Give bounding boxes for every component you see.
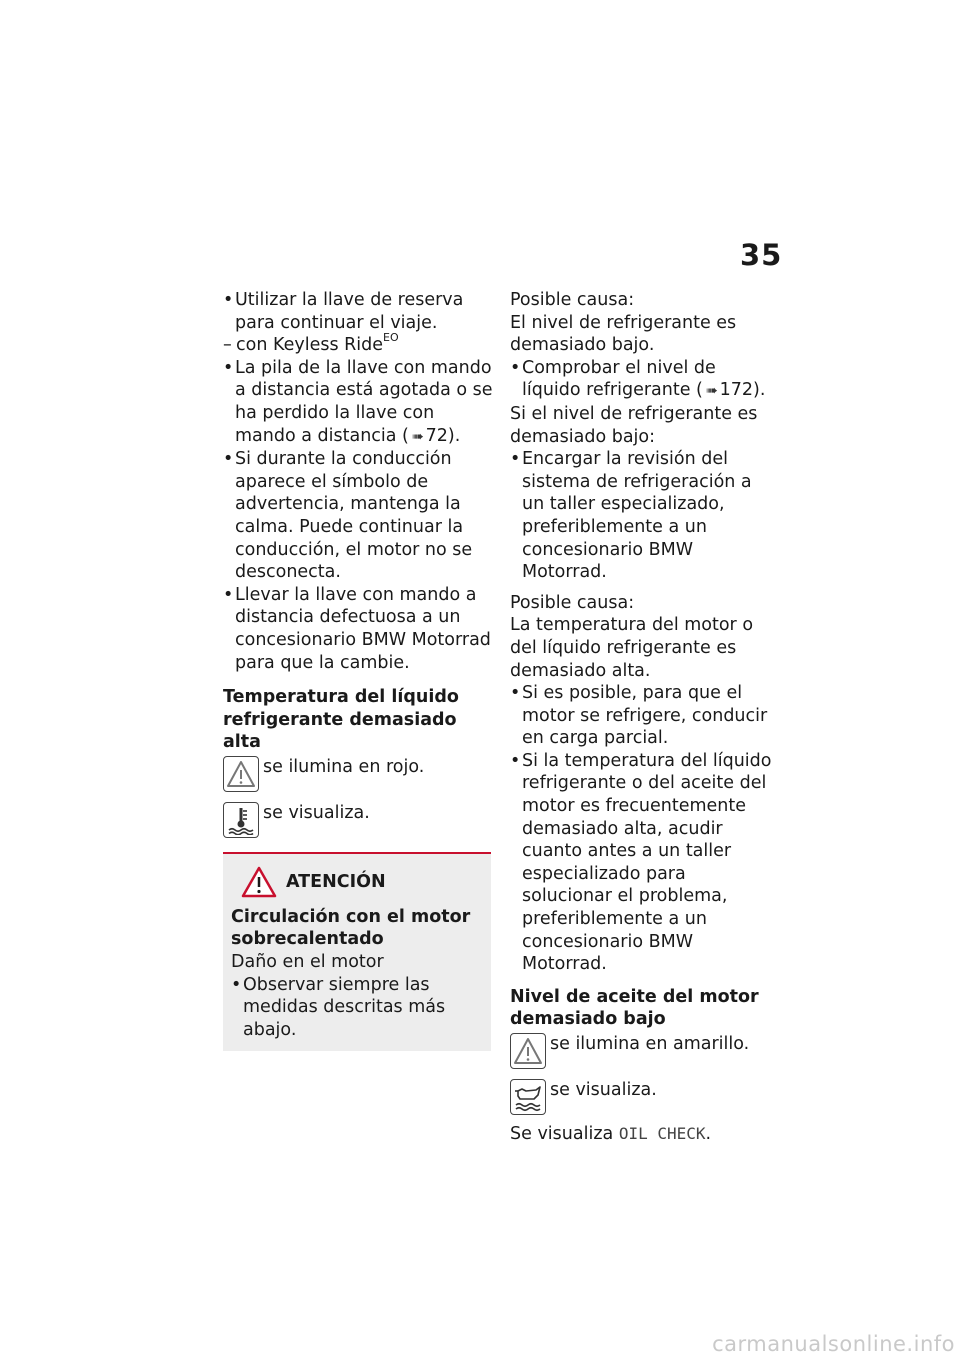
- oil-icon1-text: se ilumina en amarillo.: [550, 1034, 750, 1054]
- keyless-text: con Keyless Ride: [236, 335, 384, 356]
- bullet-check-level: [510, 357, 778, 403]
- keyless-ride-line: [223, 331, 493, 357]
- oil-level-icon: [510, 1079, 546, 1115]
- cause2-label: Posible causa:: [510, 592, 635, 613]
- oil-level-row: [510, 1079, 778, 1115]
- attention-bullet: • Observar siempre las medidas descritas más abajo.: [231, 974, 483, 1042]
- bullet-reserve-key: • Utilizar la llave de reserva para continuar el viaje.: [223, 289, 493, 334]
- oil-check-line: [510, 1123, 778, 1146]
- page-ref-arrow-icon: ➠: [411, 428, 424, 445]
- bullet-calm: • Si durante la conducción aparece el símbolo de advertencia, mantenga la calma. Puede continuar la conducción, el motor no se desconecta.: [223, 448, 493, 584]
- coolant-icon2-text: se visualiza.: [263, 802, 370, 823]
- oil-warning-row: [510, 1033, 778, 1069]
- right-column: [510, 289, 778, 1146]
- coolant-temp-row: [223, 802, 493, 838]
- check-level-text: Comprobar el nivel de líquido refrigerante (: [522, 357, 716, 401]
- left-column: [223, 289, 493, 1051]
- oil-heading: Nivel de aceite del motor demasiado bajo: [510, 986, 759, 1030]
- check-level-ref[interactable]: 172).: [719, 380, 766, 401]
- page-number: 35: [740, 238, 783, 272]
- battery-text: La pila de la llave con mando a distancia está agotada o se ha perdido la llave con mando a distancia (: [235, 357, 493, 446]
- cause2-text: La temperatura del motor o del líquido refrigerante es demasiado alta.: [510, 615, 754, 681]
- bullet-partial-load: • Si es posible, para que el motor se refrigere, conducir en carga parcial.: [510, 682, 778, 750]
- attention-box: [223, 852, 491, 1052]
- keyless-sup: EO: [383, 331, 399, 345]
- cause1-text: El nivel de refrigerante es demasiado bajo.: [510, 312, 737, 356]
- coolant-temperature-icon: [223, 802, 259, 838]
- coolant-icon1-text: se ilumina en rojo.: [263, 756, 425, 777]
- oil-icon2-text: se visualiza.: [550, 1080, 657, 1100]
- warning-triangle-icon: [223, 756, 259, 792]
- oil-check-end: .: [705, 1124, 712, 1144]
- bullet-workshop: • Si la temperatura del líquido refrigerante o del aceite del motor es frecuentemente demasiado alta, acudir cuanto antes a un taller especializado para solucionar el problema, preferiblemente a un concesionario BMW Motorrad.: [510, 750, 778, 976]
- bullet-dealer: • Llevar la llave con mando a distancia defectuosa a un concesionario BMW Motorrad para que la cambie.: [223, 584, 493, 674]
- coolant-warning-row: [223, 756, 493, 792]
- bullet-inspection: • Encargar la revisión del sistema de refrigeración a un taller especializado, preferiblemente a un concesionario BMW Motorrad.: [510, 448, 778, 584]
- warning-triangle-icon: [510, 1033, 546, 1069]
- watermark: carmanualsonline.info: [712, 1332, 955, 1356]
- battery-ref[interactable]: 72).: [425, 425, 461, 446]
- page-ref-arrow-icon: ➠: [705, 383, 718, 400]
- oil-check-code: OIL CHECK: [618, 1124, 706, 1143]
- coolant-heading: Temperatura del líquido refrigerante demasiado alta: [223, 687, 459, 753]
- attention-triangle-icon: [241, 866, 277, 898]
- attention-line: Daño en el motor: [231, 952, 384, 973]
- attention-subtitle: Circulación con el motor sobrecalentado: [231, 906, 471, 950]
- attention-title: ATENCIÓN: [286, 871, 386, 892]
- low-level-condition: Si el nivel de refrigerante es demasiado bajo:: [510, 403, 758, 447]
- cause1-label: Posible causa:: [510, 290, 635, 310]
- oil-check-text: Se visualiza: [510, 1124, 614, 1144]
- attention-header: [241, 866, 483, 898]
- bullet-battery: [223, 357, 493, 448]
